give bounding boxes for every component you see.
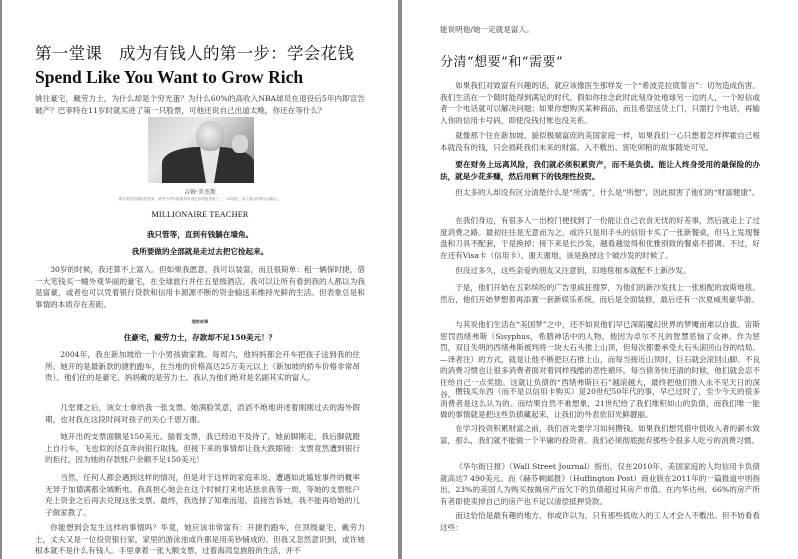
quote-line-1: 我只管等，直到有钱躺在墙角。 — [146, 230, 254, 239]
photo-caption-name: 吉姆·罗杰斯 — [184, 189, 216, 196]
section-title: 分清“想要”和“需要” — [440, 55, 564, 70]
paragraph: 如果我们对致富有兴趣的话，就应该像医生那样发一个“希波克拉底誓言”：切勿造成伤害。我们生活在一个随时能得到满足的时代。假如你挂念此时此刻身处地球另一边的人，一个短信或者一个电话就可以解决问题；如果你想购买某种商品，而且希望送货上门，只需打个电话，再输入你的信用卡号码，即使没钱付账也没关系。 — [440, 81, 760, 125]
left-page — [2, 0, 398, 559]
paragraph-emphasis: 要在财务上远离风险，我们就必须积累资产，而不是负债。能让人终身受用的最保险的办法，就是少花多赚，然后用剩下的钱理性投资。 — [440, 160, 760, 181]
paragraph: 但没过多久，这些亲爱的朋友又注意到，旧地毯根本就配不上新沙发。 — [455, 266, 691, 275]
paragraph: 30岁的时候，我还算不上富人。但如果我愿意，我可以装富，而且很简单：租一辆保时捷，借一大笔钱买一幢外观华丽的豪宅，在全球旅行并住五星级酒店。我可以让所有看到我的人都以为我是富豪，或者也可以凭着银行贷款和信用卡源源不断的资金输送来维持光鲜的生活。但表象总是和事情的本质存在差距。 — [35, 265, 365, 309]
chapter-title: 第一堂课 成为有钱人的第一步：学会花钱 — [35, 44, 355, 63]
story-paragraph: 当然，任何人都会遇到这样的情况，但是对于这样的家庭来说，遭遇如此尴尬事件的概率无异于加德满都全城断电。我真担心她会在这个时候打来电话恳求我等一周，等她的支票账户充上资金之后再去兑现这张支票。最终，我选择了知难而退，直接告诉她，我不能再给她的儿子做家教了。 — [45, 473, 360, 517]
millionaire-teacher-label: MILLIONAIRE TEACHER — [151, 210, 249, 219]
paragraph: 与其说他们生活在“美国梦”之中，还不如说他们早已深陷魔幻世界的梦魇而难以自拔。宙斯惩罚西绪弗斯（Sisyphus，希腊神话中的人物，他因为卓尔不凡的智慧恶恼了众神。作为惩罚，双目失明的西绪弗斯被判将一块大石头推上山顶，但每次都要承受大石头滚回山谷的结局。—译者注）的方式，就是让他不断把巨石推上山，而每当接近山顶时，巨石就会滚回山脚。不良的消费习惯也让很多消费者面对着同样残酷的恶性循环。每当债务快还清的时候，他们就会忍不住给自己一点奖励。这就让负债的“西绪弗斯巨石”越滚越大，最终把他们推入永不见天日的深谷。 — [440, 320, 760, 399]
jim-rogers-photo — [148, 117, 254, 183]
paragraph: 在我们身边，有很多人一出校门便找到了一份能让自己衣食无忧的好差事，然后就走上了过度消费之路。最初往往是无意而为之，或许只是用手头的信用卡买了一张新餐桌，但马上发现餐盘和刀具不配套，于是换掉；接下来是长沙发，越看越觉得和优雅别致的餐桌不搭调。不过，好在还有Visa卡（信用卡），谢天谢地，该是换掉这个破沙发的时候了。 — [440, 216, 760, 260]
continued-text: 能说明他/她一定就是富人。 — [440, 25, 534, 34]
paragraph: 在学习投资积累财富之前，我们首先要学习如何攒钱。如果我们想凭借中低收入者的薪水致富，那么，我们就不能做一个平庸的投资者。我们必须彻底抛弃那些令很多人吃亏的消费习惯。 — [440, 424, 760, 445]
paragraph: 但太多的人却没有区分清楚什么是“所需”，什么是“所想”，因此损害了他们的“财富健康”。 — [455, 188, 760, 197]
right-page — [402, 0, 798, 559]
paragraph: 于是，他们开始在五彩缤纷的广告里疯狂搜罗，为他们的新沙发找上一张相配的波斯地毯。然后，他们开始梦想着再添置一套新娱乐系统，而后是全面装修，最后还有一次夏威夷豪华游。 — [440, 283, 760, 304]
paragraph: 而这恰恰是最有趣的地方。你或许以为，只有那些低收入的工人才会入不敷出。但不妨看看这些： — [440, 511, 760, 532]
paragraph: 攒钱买东西（而不是以信用卡购买）是20世纪50年代的事，早已过时了，至少今天的很多消费者是这么认为的。而结果自然不难想象，21世纪给了我们堆积如山的负债，而我们唯一能做的事情就是把这些负债藏起来，让我们的外表依旧光鲜靓丽。 — [440, 387, 760, 420]
chapter-title-english: Spend Like You Want to Grow Rich — [35, 67, 304, 87]
photo-caption-description: 著名的美国国际投资家、被誉为华尔街最具传奇色彩的投资家之一，21世纪，量子基金的联合创始人。 — [118, 197, 282, 201]
story-title: 住豪宅，戴劳力士，存款却不足150美元！？ — [123, 333, 277, 342]
story-paragraph: 2004年，我在新加坡给一个小男孩做家教。每周六，他妈妈都会开车把孩子送到我的住所。她开的是最新款的捷豹跑车，在当地的价格高达25万美元以上（新加坡的轿车价格非常昂贵）。他们住的是豪宅，妈妈戴的是劳力士。我认为他们绝对是名副其实的富人。 — [45, 350, 360, 383]
paragraph: 就像那个住在新加坡、貌似极端富庶的美国家庭一样，如果我们一心只想着怎样挥霍自己根本就没有的钱，只会损耗我们未来的财富。入不敷出、寅吃卯粮的故事随处可见。 — [440, 131, 760, 152]
story-paragraph: 几堂课之后，该女士拿给我一张支票。她满脸笑意，滔滔不绝地讲述着刚刚过去的海外假期，也对我在这段时间对孩子的关心千恩万谢。 — [45, 403, 360, 424]
story-paragraph: 她开出的支票面额是150美元。揣着支票，我已经迫不及待了，她前脚刚走，我后脚就蹬上自行车，飞也似的径直奔向银行取钱。但接下来的事情却让我大跌眼镜：支票竟然遭到银行的拒付，因为她的存款账户余额不足150美元！ — [45, 432, 360, 465]
paragraph: 《华尔街日报》（Wall Street Journal）指出，仅在2010年，美国家庭的人均信用卡负债就高达7 490美元。而《赫芬顿邮报》（Huffington Post）商业版在2011年的一篇报道中则指出，23%的美国人为购买按揭房产而欠下的负债超过其房产市值。在内华达州，66%的房产所有者即使卖掉自己的房产也不足以清偿抵押贷款。 — [440, 462, 760, 506]
quote-line-2: 我所要做的全部就是走过去把它捡起来。 — [131, 247, 269, 256]
story-label: 理财故事 — [191, 319, 209, 324]
chapter-intro: 姚住豪宅，戴劳力士，为什么却是个穷光蛋？为什么60%的高收入NBA球员在退役后5年内即宣告破产？巴菲特在11岁时就买进了第一只股票，可他还说自己出道太晚，你还在等什么？ — [35, 94, 365, 115]
paragraph: 你能想到会发生这样的事情吗？毕竟，她应该非常富有：开捷豹跑车，住顶级豪宅，戴劳力士，丈夫又是一位投资银行家，家里的游泳池或许都是用美钞铺成的。但我又忽然意识到，或许她根本就不是什么有钱人。手里拿着一张大额支票，过着海湾皇族般的生活，并不 — [35, 523, 365, 556]
